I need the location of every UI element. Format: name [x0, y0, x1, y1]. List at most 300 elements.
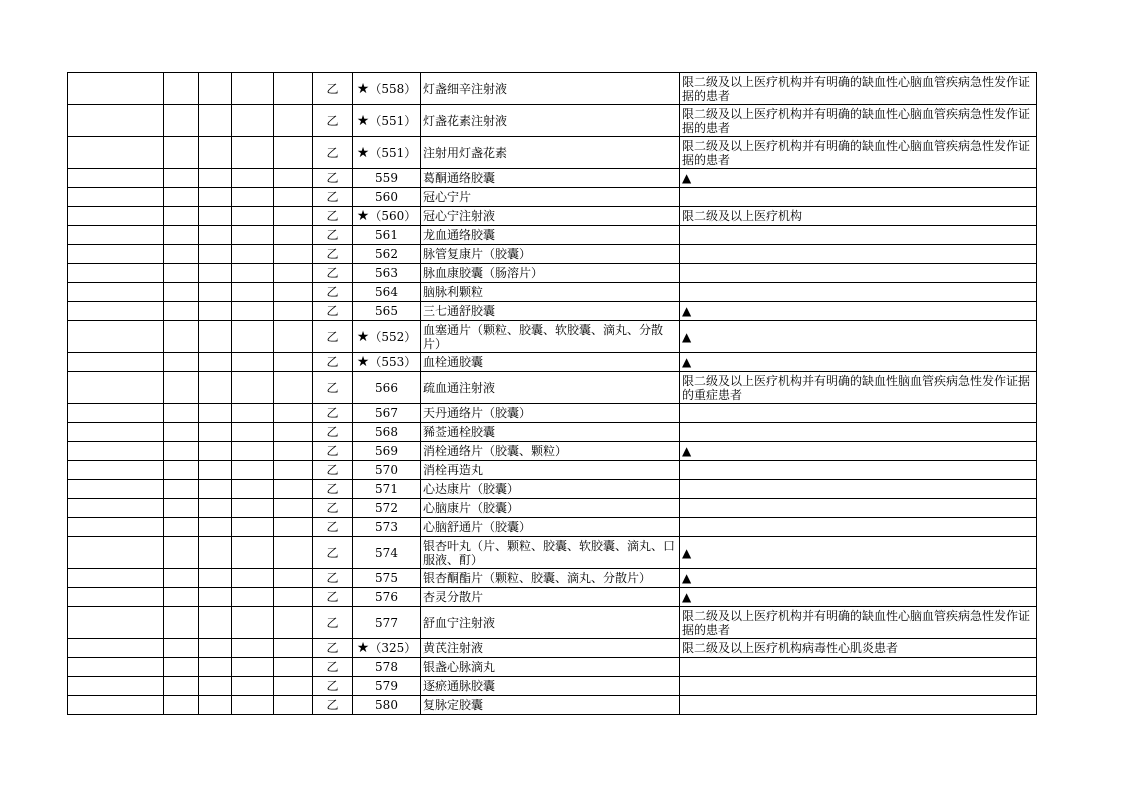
- item-number: （551）: [369, 145, 417, 160]
- category-cell: 乙: [313, 137, 353, 169]
- empty-cell: [274, 321, 313, 353]
- number-cell: [353, 696, 421, 715]
- table-row: [68, 639, 1037, 658]
- triangle-marker-icon: ▲: [680, 569, 1037, 588]
- table-row: [68, 105, 1037, 137]
- drug-name-cell: 黄芪注射液: [421, 639, 680, 658]
- remark-cell: 限二级及以上医疗机构病毒性心肌炎患者: [680, 639, 1037, 658]
- number-cell: [353, 537, 421, 569]
- empty-cell: [68, 137, 164, 169]
- number-cell: [353, 442, 421, 461]
- empty-cell: [68, 264, 164, 283]
- drug-name-cell: 消栓再造丸: [421, 461, 680, 480]
- category-cell: 乙: [313, 607, 353, 639]
- table-row: [68, 188, 1037, 207]
- empty-cell: [274, 404, 313, 423]
- category-cell: 乙: [313, 226, 353, 245]
- empty-cell: [199, 696, 232, 715]
- number-cell: [353, 353, 421, 372]
- item-number: 564: [375, 285, 398, 299]
- empty-cell: [232, 696, 274, 715]
- empty-cell: [232, 283, 274, 302]
- empty-cell: [164, 518, 199, 537]
- empty-cell: [199, 442, 232, 461]
- category-cell: 乙: [313, 588, 353, 607]
- empty-cell: [274, 169, 313, 188]
- category-cell: 乙: [313, 302, 353, 321]
- item-number: 563: [375, 266, 398, 280]
- table-row: [68, 245, 1037, 264]
- drug-name-cell: 疏血通注射液: [421, 372, 680, 404]
- empty-cell: [232, 302, 274, 321]
- drug-name-cell: 天丹通络片（胶囊）: [421, 404, 680, 423]
- empty-cell: [274, 442, 313, 461]
- remark-cell: [680, 404, 1037, 423]
- empty-cell: [274, 73, 313, 105]
- empty-cell: [164, 321, 199, 353]
- drug-name-cell: 脉管复康片（胶囊）: [421, 245, 680, 264]
- empty-cell: [274, 480, 313, 499]
- number-cell: [353, 677, 421, 696]
- table-row: [68, 461, 1037, 480]
- remark-cell: [680, 677, 1037, 696]
- number-cell: [353, 245, 421, 264]
- empty-cell: [164, 569, 199, 588]
- empty-cell: [164, 588, 199, 607]
- number-cell: [353, 404, 421, 423]
- drug-name-cell: 心脑康片（胶囊）: [421, 499, 680, 518]
- remark-cell: [680, 518, 1037, 537]
- number-cell: [353, 607, 421, 639]
- empty-cell: [199, 372, 232, 404]
- remark-cell: [680, 696, 1037, 715]
- table-row: [68, 404, 1037, 423]
- empty-cell: [199, 423, 232, 442]
- empty-cell: [164, 499, 199, 518]
- number-cell: [353, 302, 421, 321]
- category-cell: 乙: [313, 245, 353, 264]
- remark-cell: [680, 480, 1037, 499]
- empty-cell: [199, 537, 232, 569]
- category-cell: 乙: [313, 105, 353, 137]
- table-row: [68, 677, 1037, 696]
- empty-cell: [232, 353, 274, 372]
- number-cell: [353, 169, 421, 188]
- empty-cell: [164, 537, 199, 569]
- empty-cell: [68, 353, 164, 372]
- empty-cell: [232, 73, 274, 105]
- table-row: [68, 588, 1037, 607]
- drug-name-cell: 灯盏细辛注射液: [421, 73, 680, 105]
- empty-cell: [164, 169, 199, 188]
- empty-cell: [232, 658, 274, 677]
- empty-cell: [68, 73, 164, 105]
- empty-cell: [164, 283, 199, 302]
- drug-name-cell: 脉血康胶囊（肠溶片）: [421, 264, 680, 283]
- empty-cell: [68, 321, 164, 353]
- item-number: （325）: [369, 641, 417, 655]
- empty-cell: [68, 588, 164, 607]
- empty-cell: [232, 537, 274, 569]
- table-row: [68, 372, 1037, 404]
- category-cell: 乙: [313, 442, 353, 461]
- empty-cell: [199, 226, 232, 245]
- empty-cell: [274, 639, 313, 658]
- empty-cell: [164, 677, 199, 696]
- empty-cell: [232, 480, 274, 499]
- triangle-marker-icon: ▲: [680, 442, 1037, 461]
- empty-cell: [199, 569, 232, 588]
- empty-cell: [274, 264, 313, 283]
- empty-cell: [232, 169, 274, 188]
- remark-cell: [680, 226, 1037, 245]
- table-body: [68, 73, 1037, 715]
- drug-name-cell: 银盏心脉滴丸: [421, 658, 680, 677]
- star-icon: ★: [356, 80, 370, 97]
- empty-cell: [164, 226, 199, 245]
- empty-cell: [199, 461, 232, 480]
- star-icon: ★: [356, 144, 370, 161]
- table-row: [68, 442, 1037, 461]
- drug-name-cell: 注射用灯盏花素: [421, 137, 680, 169]
- category-cell: 乙: [313, 658, 353, 677]
- empty-cell: [68, 302, 164, 321]
- category-cell: 乙: [313, 480, 353, 499]
- number-cell: [353, 423, 421, 442]
- table-row: [68, 658, 1037, 677]
- table-row: [68, 537, 1037, 569]
- category-cell: 乙: [313, 423, 353, 442]
- category-cell: 乙: [313, 169, 353, 188]
- remark-cell: [680, 658, 1037, 677]
- empty-cell: [164, 442, 199, 461]
- drug-name-cell: 杏灵分散片: [421, 588, 680, 607]
- table-row: [68, 321, 1037, 353]
- item-number: 565: [375, 304, 398, 318]
- table-row: [68, 518, 1037, 537]
- empty-cell: [164, 372, 199, 404]
- empty-cell: [199, 677, 232, 696]
- drug-name-cell: 复脉定胶囊: [421, 696, 680, 715]
- item-number: 570: [375, 463, 398, 477]
- empty-cell: [232, 677, 274, 696]
- empty-cell: [232, 207, 274, 226]
- number-cell: [353, 480, 421, 499]
- empty-cell: [164, 480, 199, 499]
- table-row: [68, 607, 1037, 639]
- drug-name-cell: 心脑舒通片（胶囊）: [421, 518, 680, 537]
- category-cell: 乙: [313, 73, 353, 105]
- number-cell: [353, 639, 421, 658]
- triangle-marker-icon: ▲: [680, 353, 1037, 372]
- table-row: [68, 302, 1037, 321]
- number-cell: [353, 207, 421, 226]
- item-number: 576: [375, 590, 398, 604]
- star-icon: ★: [356, 354, 370, 370]
- triangle-marker-icon: ▲: [680, 302, 1037, 321]
- empty-cell: [164, 353, 199, 372]
- empty-cell: [68, 499, 164, 518]
- empty-cell: [164, 696, 199, 715]
- empty-cell: [232, 607, 274, 639]
- empty-cell: [199, 607, 232, 639]
- empty-cell: [199, 353, 232, 372]
- empty-cell: [68, 518, 164, 537]
- empty-cell: [232, 404, 274, 423]
- empty-cell: [199, 588, 232, 607]
- empty-cell: [68, 226, 164, 245]
- empty-cell: [68, 105, 164, 137]
- empty-cell: [68, 569, 164, 588]
- remark-cell: 限二级及以上医疗机构并有明确的缺血性心脑血管疾病急性发作证据的患者: [680, 607, 1037, 639]
- empty-cell: [164, 137, 199, 169]
- empty-cell: [199, 169, 232, 188]
- empty-cell: [274, 137, 313, 169]
- table-row: [68, 73, 1037, 105]
- item-number: 562: [375, 247, 398, 261]
- empty-cell: [68, 461, 164, 480]
- item-number: 559: [375, 171, 398, 185]
- empty-cell: [274, 188, 313, 207]
- empty-cell: [274, 537, 313, 569]
- empty-cell: [68, 372, 164, 404]
- category-cell: 乙: [313, 404, 353, 423]
- empty-cell: [274, 677, 313, 696]
- drug-name-cell: 银杏叶丸（片、颗粒、胶囊、软胶囊、滴丸、口服液、酊）: [421, 537, 680, 569]
- triangle-marker-icon: ▲: [680, 537, 1037, 569]
- empty-cell: [199, 321, 232, 353]
- remark-cell: [680, 188, 1037, 207]
- empty-cell: [164, 607, 199, 639]
- empty-cell: [164, 105, 199, 137]
- empty-cell: [164, 73, 199, 105]
- item-number: 578: [375, 660, 398, 674]
- empty-cell: [274, 353, 313, 372]
- item-number: 569: [375, 444, 398, 458]
- number-cell: [353, 569, 421, 588]
- empty-cell: [232, 518, 274, 537]
- category-cell: 乙: [313, 264, 353, 283]
- drug-name-cell: 银杏酮酯片（颗粒、胶囊、滴丸、分散片）: [421, 569, 680, 588]
- number-cell: [353, 188, 421, 207]
- empty-cell: [68, 423, 164, 442]
- category-cell: 乙: [313, 518, 353, 537]
- number-cell: [353, 518, 421, 537]
- category-cell: 乙: [313, 188, 353, 207]
- remark-cell: [680, 423, 1037, 442]
- triangle-marker-icon: ▲: [680, 321, 1037, 353]
- empty-cell: [68, 639, 164, 658]
- empty-cell: [232, 442, 274, 461]
- empty-cell: [199, 302, 232, 321]
- item-number: 577: [375, 615, 398, 630]
- number-cell: [353, 105, 421, 137]
- empty-cell: [199, 518, 232, 537]
- empty-cell: [274, 423, 313, 442]
- empty-cell: [199, 207, 232, 226]
- table-row: [68, 137, 1037, 169]
- drug-name-cell: 血塞通片（颗粒、胶囊、软胶囊、滴丸、分散片）: [421, 321, 680, 353]
- remark-cell: 限二级及以上医疗机构并有明确的缺血性心脑血管疾病急性发作证据的患者: [680, 73, 1037, 105]
- item-number: 575: [375, 571, 398, 585]
- number-cell: [353, 499, 421, 518]
- item-number: 579: [375, 679, 398, 693]
- category-cell: 乙: [313, 353, 353, 372]
- drug-name-cell: 冠心宁注射液: [421, 207, 680, 226]
- empty-cell: [68, 658, 164, 677]
- item-number: 567: [375, 406, 398, 420]
- remark-cell: 限二级及以上医疗机构并有明确的缺血性脑血管疾病急性发作证据的重症患者: [680, 372, 1037, 404]
- empty-cell: [164, 188, 199, 207]
- empty-cell: [232, 264, 274, 283]
- table-row: [68, 207, 1037, 226]
- empty-cell: [232, 137, 274, 169]
- remark-cell: 限二级及以上医疗机构并有明确的缺血性心脑血管疾病急性发作证据的患者: [680, 105, 1037, 137]
- empty-cell: [274, 518, 313, 537]
- remark-cell: 限二级及以上医疗机构并有明确的缺血性心脑血管疾病急性发作证据的患者: [680, 137, 1037, 169]
- remark-cell: [680, 264, 1037, 283]
- item-number: （552）: [369, 329, 417, 344]
- empty-cell: [199, 137, 232, 169]
- category-cell: 乙: [313, 696, 353, 715]
- item-number: 566: [375, 380, 398, 395]
- drug-name-cell: 灯盏花素注射液: [421, 105, 680, 137]
- drug-name-cell: 心达康片（胶囊）: [421, 480, 680, 499]
- drug-name-cell: 三七通舒胶囊: [421, 302, 680, 321]
- drug-name-cell: 舒血宁注射液: [421, 607, 680, 639]
- empty-cell: [274, 226, 313, 245]
- number-cell: [353, 372, 421, 404]
- empty-cell: [274, 588, 313, 607]
- empty-cell: [232, 588, 274, 607]
- number-cell: [353, 264, 421, 283]
- empty-cell: [68, 480, 164, 499]
- empty-cell: [68, 607, 164, 639]
- item-number: 561: [375, 228, 398, 242]
- number-cell: [353, 226, 421, 245]
- empty-cell: [232, 188, 274, 207]
- empty-cell: [199, 245, 232, 264]
- remark-cell: [680, 499, 1037, 518]
- empty-cell: [232, 105, 274, 137]
- category-cell: 乙: [313, 639, 353, 658]
- table-row: [68, 264, 1037, 283]
- empty-cell: [164, 423, 199, 442]
- empty-cell: [232, 245, 274, 264]
- empty-cell: [164, 658, 199, 677]
- category-cell: 乙: [313, 372, 353, 404]
- empty-cell: [199, 499, 232, 518]
- star-icon: ★: [356, 328, 370, 345]
- item-number: （551）: [369, 113, 417, 128]
- item-number: 560: [375, 190, 398, 204]
- drug-name-cell: 消栓通络片（胶囊、颗粒）: [421, 442, 680, 461]
- number-cell: [353, 588, 421, 607]
- empty-cell: [274, 696, 313, 715]
- empty-cell: [274, 499, 313, 518]
- empty-cell: [274, 283, 313, 302]
- empty-cell: [199, 73, 232, 105]
- empty-cell: [274, 372, 313, 404]
- table-row: [68, 696, 1037, 715]
- item-number: 573: [375, 520, 398, 534]
- number-cell: [353, 658, 421, 677]
- item-number: （560）: [369, 209, 417, 223]
- empty-cell: [199, 658, 232, 677]
- triangle-marker-icon: ▲: [680, 169, 1037, 188]
- remark-cell: [680, 245, 1037, 264]
- empty-cell: [274, 105, 313, 137]
- empty-cell: [68, 404, 164, 423]
- category-cell: 乙: [313, 461, 353, 480]
- empty-cell: [199, 480, 232, 499]
- empty-cell: [232, 372, 274, 404]
- empty-cell: [199, 105, 232, 137]
- empty-cell: [68, 207, 164, 226]
- drug-name-cell: 豨莶通栓胶囊: [421, 423, 680, 442]
- item-number: （553）: [369, 355, 417, 369]
- drug-name-cell: 冠心宁片: [421, 188, 680, 207]
- drug-name-cell: 逐瘀通脉胶囊: [421, 677, 680, 696]
- number-cell: [353, 321, 421, 353]
- remark-cell: [680, 283, 1037, 302]
- empty-cell: [164, 264, 199, 283]
- category-cell: 乙: [313, 499, 353, 518]
- empty-cell: [164, 245, 199, 264]
- empty-cell: [68, 169, 164, 188]
- table-row: [68, 283, 1037, 302]
- number-cell: [353, 73, 421, 105]
- item-number: （558）: [369, 81, 417, 96]
- drug-name-cell: 葛酮通络胶囊: [421, 169, 680, 188]
- empty-cell: [68, 188, 164, 207]
- number-cell: [353, 283, 421, 302]
- empty-cell: [199, 404, 232, 423]
- empty-cell: [274, 302, 313, 321]
- empty-cell: [68, 677, 164, 696]
- empty-cell: [164, 461, 199, 480]
- number-cell: [353, 137, 421, 169]
- star-icon: ★: [356, 208, 370, 224]
- table-row: [68, 226, 1037, 245]
- table-row: [68, 353, 1037, 372]
- empty-cell: [164, 404, 199, 423]
- empty-cell: [232, 423, 274, 442]
- triangle-marker-icon: ▲: [680, 588, 1037, 607]
- empty-cell: [199, 283, 232, 302]
- table-row: [68, 423, 1037, 442]
- empty-cell: [68, 442, 164, 461]
- empty-cell: [199, 639, 232, 658]
- table-row: [68, 480, 1037, 499]
- empty-cell: [164, 207, 199, 226]
- star-icon: ★: [356, 640, 370, 656]
- drug-name-cell: 龙血通络胶囊: [421, 226, 680, 245]
- empty-cell: [68, 537, 164, 569]
- empty-cell: [232, 639, 274, 658]
- empty-cell: [232, 499, 274, 518]
- category-cell: 乙: [313, 677, 353, 696]
- empty-cell: [199, 188, 232, 207]
- category-cell: 乙: [313, 321, 353, 353]
- empty-cell: [274, 207, 313, 226]
- drug-name-cell: 血栓通胶囊: [421, 353, 680, 372]
- remark-cell: 限二级及以上医疗机构: [680, 207, 1037, 226]
- category-cell: 乙: [313, 569, 353, 588]
- empty-cell: [232, 461, 274, 480]
- remark-cell: [680, 461, 1037, 480]
- empty-cell: [232, 321, 274, 353]
